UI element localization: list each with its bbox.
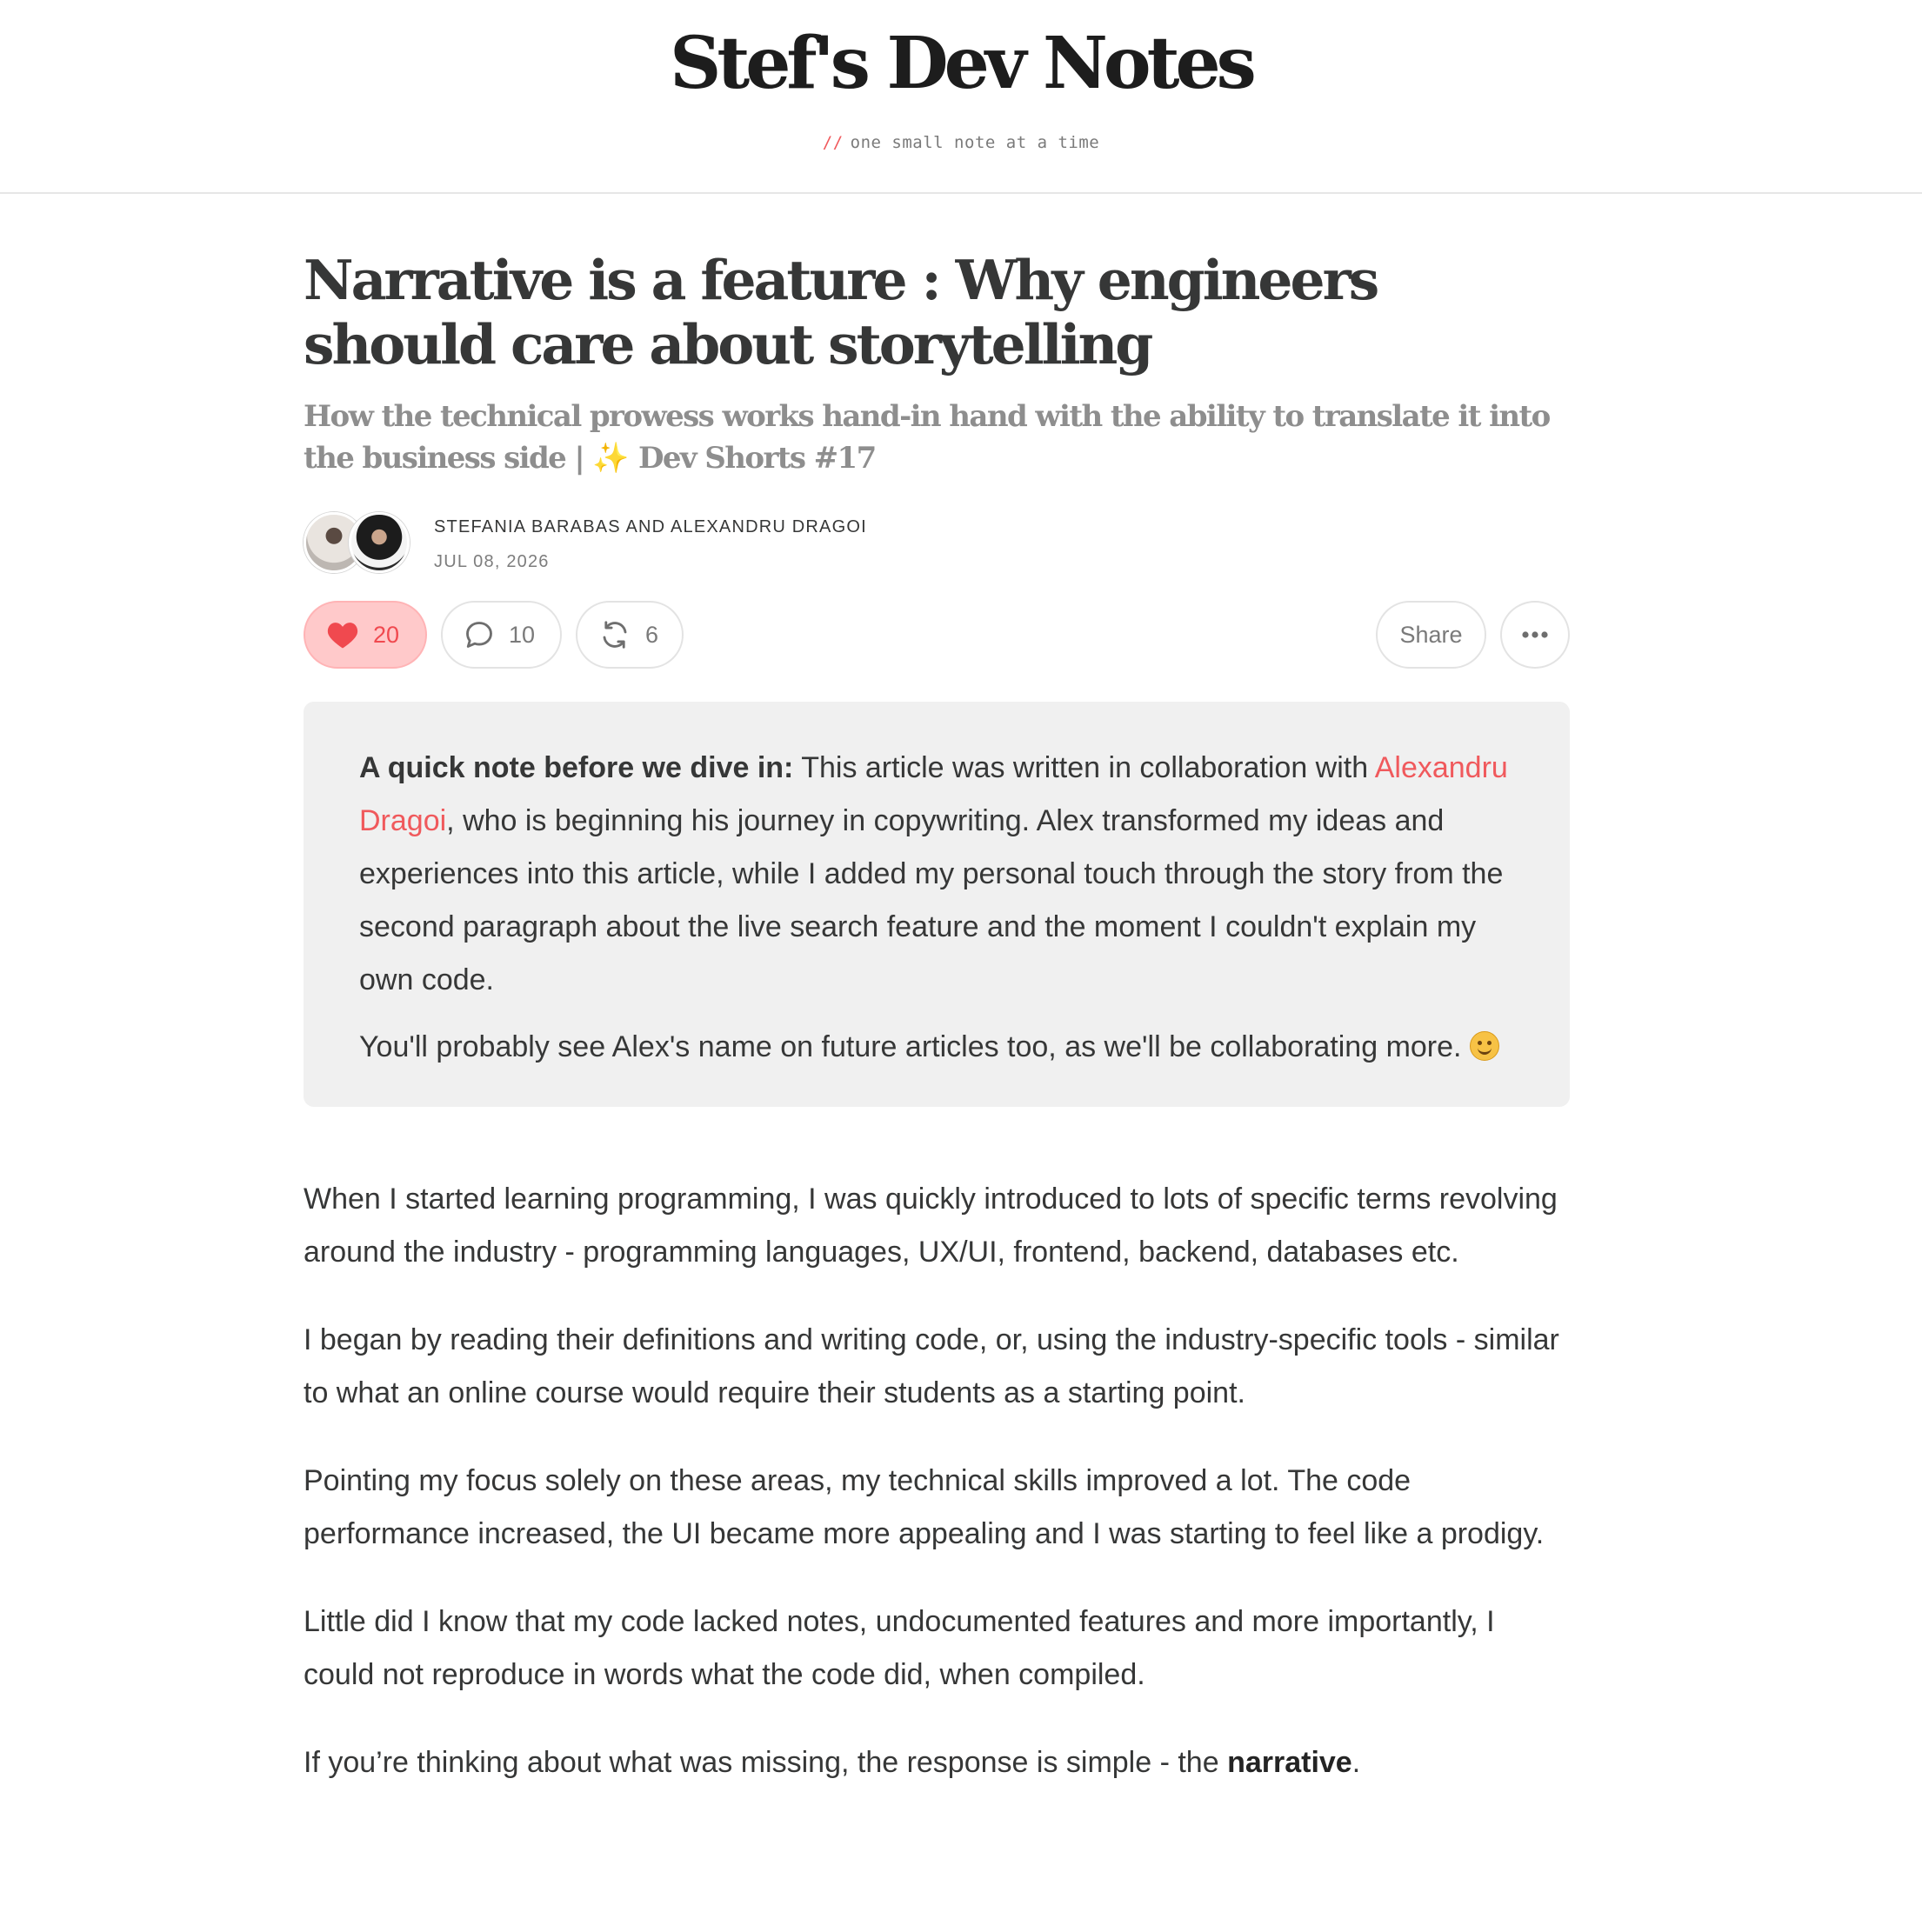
body-paragraph: I began by reading their definitions and writing code, or, using the industry-specific tools - similar to what an online course would require their students as a starting point. bbox=[304, 1323, 1559, 1409]
note-paragraph bbox=[359, 1021, 1514, 1074]
collaboration-note bbox=[304, 702, 1570, 1107]
author-avatars[interactable] bbox=[304, 512, 382, 576]
body-bold-text: narrative bbox=[1227, 1746, 1352, 1779]
body-paragraph: Pointing my focus solely on these areas, my technical skills improved a lot. The code performance increased, the UI became more appealing and I was starting to feel like a prodigy. bbox=[304, 1464, 1545, 1550]
body-text: . bbox=[1351, 1746, 1361, 1779]
body-paragraph: Little did I know that my code lacked notes, undocumented features and more importantly, I could not reproduce in words what the code did, when compiled. bbox=[304, 1605, 1495, 1691]
publication-tagline bbox=[0, 133, 1922, 152]
restack-arrows-icon bbox=[598, 619, 631, 650]
tagline-prefix: // bbox=[822, 133, 844, 152]
article-body bbox=[304, 1173, 1570, 1789]
body-paragraph bbox=[304, 1736, 1570, 1789]
more-dots-icon bbox=[1520, 630, 1550, 639]
more-options-button[interactable] bbox=[1500, 601, 1570, 669]
like-count: 20 bbox=[373, 621, 400, 648]
publication-title[interactable]: Stef's Dev Notes bbox=[670, 22, 1252, 105]
body-paragraph: When I started learning programming, I was quickly introduced to lots of specific terms revolving around the industry - programming languages, UX/UI, frontend, backend, databases etc. bbox=[304, 1183, 1558, 1269]
comment-button[interactable] bbox=[441, 601, 562, 669]
author-link[interactable]: Alexandru Dragoi bbox=[359, 751, 1508, 837]
comment-bubble-icon bbox=[464, 619, 495, 650]
byline-authors[interactable]: STEFANIA BARABAS AND ALEXANDRU DRAGOI bbox=[434, 517, 867, 536]
subtitle-text: How the technical prowess works hand-in hand with the ability to translate it into the business side | bbox=[304, 399, 1550, 476]
smiling-face-icon bbox=[1470, 1031, 1499, 1061]
share-button[interactable]: Share bbox=[1376, 601, 1486, 669]
comment-count: 10 bbox=[509, 621, 536, 648]
avatar[interactable] bbox=[349, 512, 410, 573]
post-title: Narrative is a feature : Why engineers should care about storytelling bbox=[304, 248, 1378, 376]
post-action-bar bbox=[304, 601, 1570, 670]
body-text: If you’re thinking about what was missing, the response is simple - the bbox=[304, 1746, 1228, 1779]
like-button[interactable] bbox=[304, 601, 427, 669]
note-text: This article was written in collaboration with bbox=[793, 751, 1375, 784]
restack-count: 6 bbox=[645, 621, 659, 648]
publication-header bbox=[0, 0, 1922, 194]
tagline-text: one small note at a time bbox=[850, 133, 1100, 152]
note-text: , who is beginning his journey in copywriting. Alex transformed my ideas and experiences into this article, while I added my personal touch through the story from the second paragraph about the live search feature and the moment I couldn't explain my own code. bbox=[359, 804, 1504, 996]
sparkle-icon: ✨ bbox=[592, 441, 630, 476]
subtitle-series: Dev Shorts #17 bbox=[629, 441, 876, 476]
note-lead: A quick note before we dive in: bbox=[359, 751, 794, 784]
heart-icon bbox=[326, 620, 359, 650]
byline bbox=[304, 509, 1570, 578]
post-date: JUL 08, 2026 bbox=[434, 552, 550, 571]
post-subtitle bbox=[304, 396, 1570, 479]
article bbox=[304, 248, 1570, 1824]
restack-button[interactable] bbox=[576, 601, 684, 669]
note-text: You'll probably see Alex's name on future articles too, as we'll be collaborating more. bbox=[359, 1030, 1470, 1063]
note-paragraph bbox=[359, 742, 1514, 1007]
